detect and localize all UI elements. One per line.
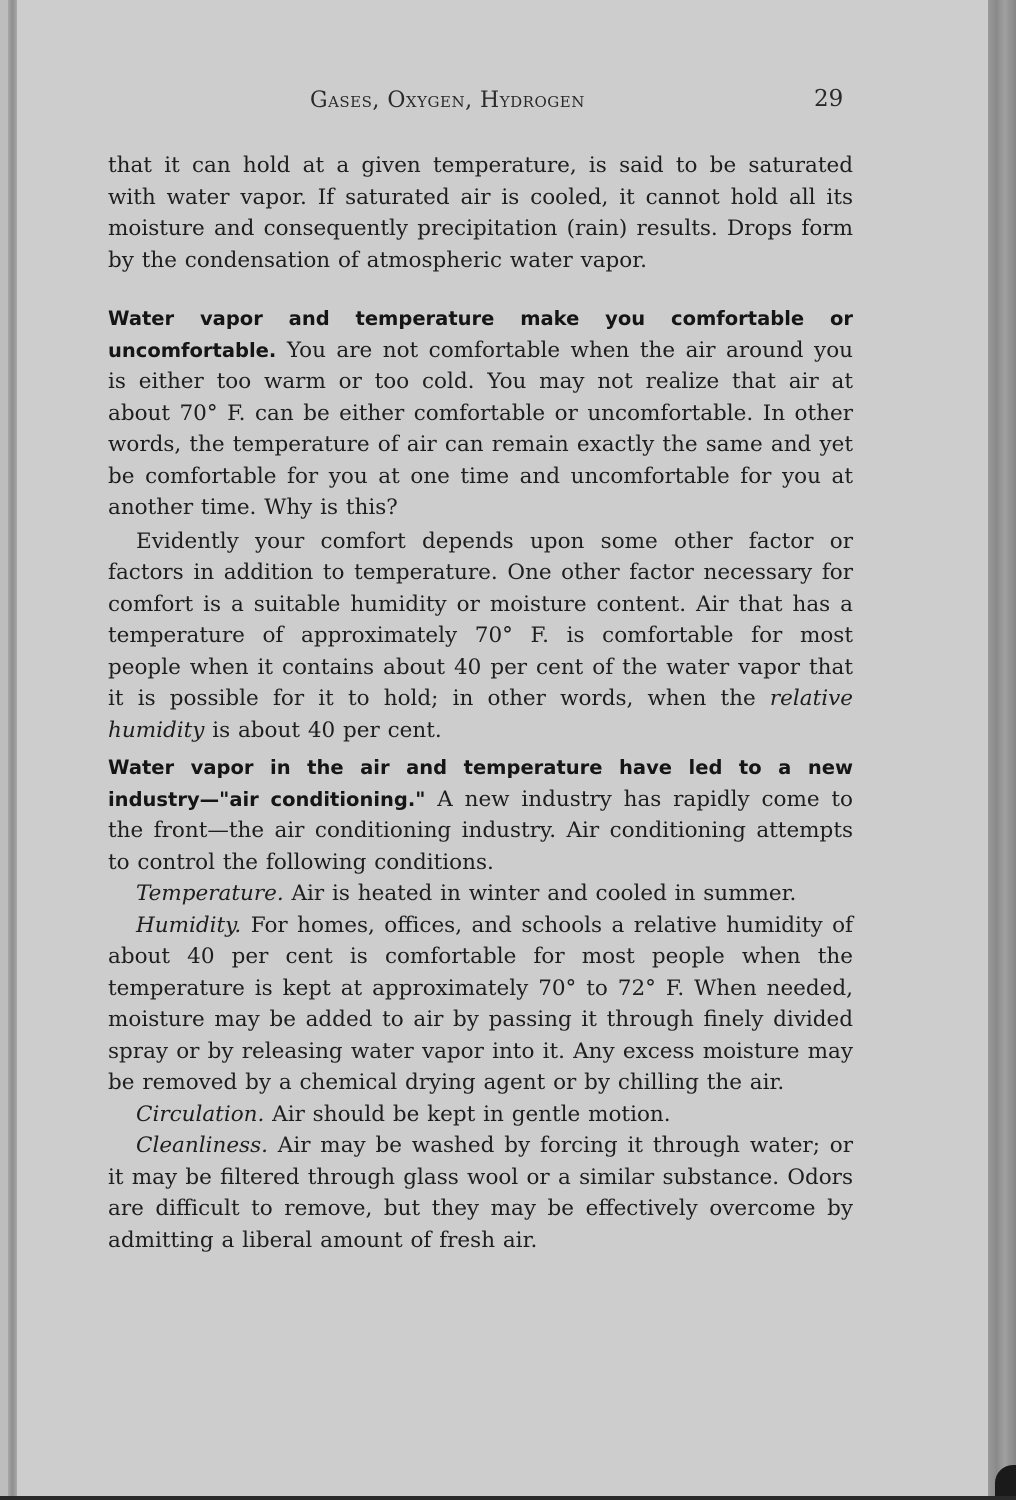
item-term: Circulation. — [136, 1101, 265, 1127]
section-text: A new industry has rapidly come to the front—the air conditioning industry. Air conditioning attempts to control the following conditions. — [108, 786, 853, 875]
section-comfort — [108, 303, 853, 746]
list-item-cleanliness — [108, 1130, 853, 1256]
list-item-humidity — [108, 910, 853, 1099]
item-text: For homes, offices, and schools a relative humidity of about 40 per cent is comfortable for most people when the temperature is kept at approximately 70° to 72° F. When needed, moisture may be added to air by passing it through finely divided spray or by releasing water vapor into it. Any excess moisture may be removed by a chemical drying agent or by chilling the air. — [108, 912, 853, 1095]
list-item-circulation — [108, 1099, 853, 1131]
page-edge-shadow — [8, 0, 17, 1500]
section-text: You are not comfortable when the air around you is either too warm or too cold. You may not realize that air at about 70° F. can be either comfortable or uncomfortable. In other words, the temperature of air can remain exactly the same and yet be comfortable for you at one time and uncomfortable for you at another time. Why is this? — [108, 337, 853, 520]
section-heading-comfort: Water vapor and temperature make you comfortable or uncomfortable. — [108, 307, 853, 362]
item-text: Air may be washed by forcing it through water; or it may be filtered through glass wool or a similar substance. Odors are difficult to remove, but they may be effectively overcome by admitting a liberal amount of fresh air. — [108, 1133, 853, 1253]
item-term: Humidity. — [136, 912, 242, 938]
item-text: Air should be kept in gentle motion. — [272, 1101, 671, 1127]
paragraph-text: that it can hold at a given temperature, is said to be saturated with water vapor. If saturated air is cooled, it cannot hold all its moisture and consequently precipitation (rain) results. Drops form by the condensation of atmospheric water vapor. — [108, 153, 853, 273]
item-text: Air is heated in winter and cooled in summer. — [291, 881, 797, 906]
paragraph-text: Evidently your comfort depends upon some other factor or factors in addition to temperature. One other factor necessary for comfort is a suitable humidity or moisture content. Air that has a temperature of approximately 70° F. is comfortable for most people when it contains about 40 per cent of the water vapor that it is possible for it to hold; in other words, when the — [108, 528, 853, 711]
page-edge-left — [0, 0, 8, 1500]
paragraph-humidity — [108, 526, 853, 747]
section-air-conditioning — [108, 752, 853, 1256]
book-spine-edge — [988, 0, 1016, 1500]
page-number: 29 — [814, 86, 844, 112]
item-term: Cleanliness. — [136, 1133, 268, 1158]
paragraph-text: is about 40 per cent. — [212, 717, 442, 743]
page-bottom-edge — [0, 1496, 1016, 1500]
running-head: Gases, Oxygen, Hydrogen — [310, 88, 585, 113]
item-term: Temperature. — [136, 881, 284, 906]
section-heading-air-conditioning: Water vapor in the air and temperature have led to a new industry—"air conditioning." — [108, 756, 853, 811]
paragraph-saturation — [108, 150, 853, 276]
list-item-temperature — [108, 878, 853, 910]
term-relative-humidity: relative humidity — [108, 686, 853, 743]
